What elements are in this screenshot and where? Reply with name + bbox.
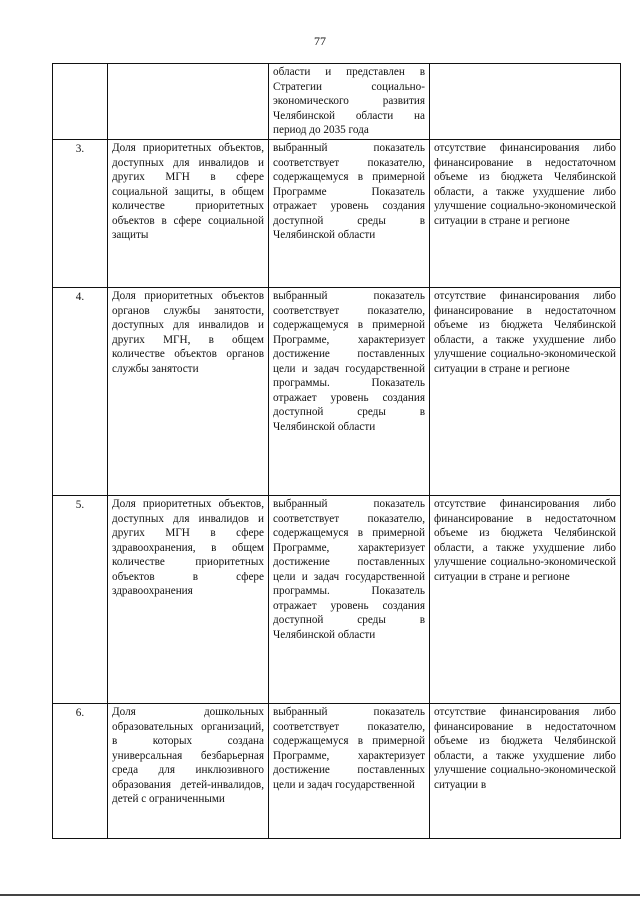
selection-reason-cell: выбранный показатель соответствует показателю, содержащемуся в примерной Программе, характеризует достижение поставленных цели и задач государственной программы. Показатель отражает уровень создания доступной среды в Челябинской области xyxy=(269,288,430,496)
row-number: 4. xyxy=(75,291,85,303)
risk-factor-cell: отсутствие финансирования либо финансирование в недостаточном объеме из бюджета Челябинской области, а также ухудшение либо улучшение социально-экономической ситуации в стране и регионе xyxy=(430,288,621,496)
indicator-name-cell: Доля приоритетных объектов, доступных для инвалидов и других МГН в сфере социальной защиты, в общем количестве приоритетных объектов в сфере социальной защиты xyxy=(108,140,269,288)
risk-factor-cell: отсутствие финансирования либо финансирование в недостаточном объеме из бюджета Челябинской области, а также ухудшение либо улучшение социально-экономической ситуации в стране и регионе xyxy=(430,140,621,288)
row-number-cell xyxy=(53,64,108,140)
page-number: 77 xyxy=(314,34,326,48)
indicator-name-cell: Доля приоритетных объектов органов службы занятости, доступных для инвалидов и других МГН, в общем количестве объектов органов службы занятости xyxy=(108,288,269,496)
risk-factor-cell: отсутствие финансирования либо финансирование в недостаточном объеме из бюджета Челябинской области, а также ухудшение либо улучшение социально-экономической ситуации в стране и регионе xyxy=(430,496,621,704)
row-number-cell xyxy=(53,704,108,839)
table-row xyxy=(53,140,621,288)
row-number-cell xyxy=(53,496,108,704)
table-row-continuation xyxy=(53,64,621,140)
indicator-name-cell: Доля приоритетных объектов, доступных для инвалидов и других МГН в сфере здравоохранения, в общем количестве приоритетных объектов в сфере здравоохранения xyxy=(108,496,269,704)
indicator-name-cell xyxy=(108,64,269,140)
table-row xyxy=(53,496,621,704)
indicator-name-cell: Доля дошкольных образовательных организаций, в которых создана универсальная безбарьерная среда для инклюзивного образования детей-инвалидов, детей с ограниченными xyxy=(108,704,269,839)
selection-reason-cell: области и представлен в Стратегии социально-экономического развития Челябинской области на период до 2035 года xyxy=(269,64,430,140)
indicators-table xyxy=(52,63,621,839)
row-number-cell xyxy=(53,288,108,496)
row-number-cell xyxy=(53,140,108,288)
risk-factor-cell: отсутствие финансирования либо финансирование в недостаточном объеме из бюджета Челябинской области, а также ухудшение либо улучшение социально-экономической ситуации в xyxy=(430,704,621,839)
page-bottom-rule xyxy=(0,894,640,896)
row-number: 6. xyxy=(75,707,85,719)
row-number: 5. xyxy=(75,499,85,511)
table-row xyxy=(53,704,621,839)
table-row xyxy=(53,288,621,496)
selection-reason-cell: выбранный показатель соответствует показателю, содержащемуся в примерной Программе Показатель отражает уровень создания доступной среды в Челябинской области xyxy=(269,140,430,288)
selection-reason-cell: выбранный показатель соответствует показателю, содержащемуся в примерной Программе, характеризует достижение поставленных цели и задач государственной xyxy=(269,704,430,839)
selection-reason-cell: выбранный показатель соответствует показателю, содержащемуся в примерной Программе, характеризует достижение поставленных цели и задач государственной программы. Показатель отражает уровень создания доступной среды в Челябинской области xyxy=(269,496,430,704)
risk-factor-cell xyxy=(430,64,621,140)
row-number: 3. xyxy=(75,143,85,155)
